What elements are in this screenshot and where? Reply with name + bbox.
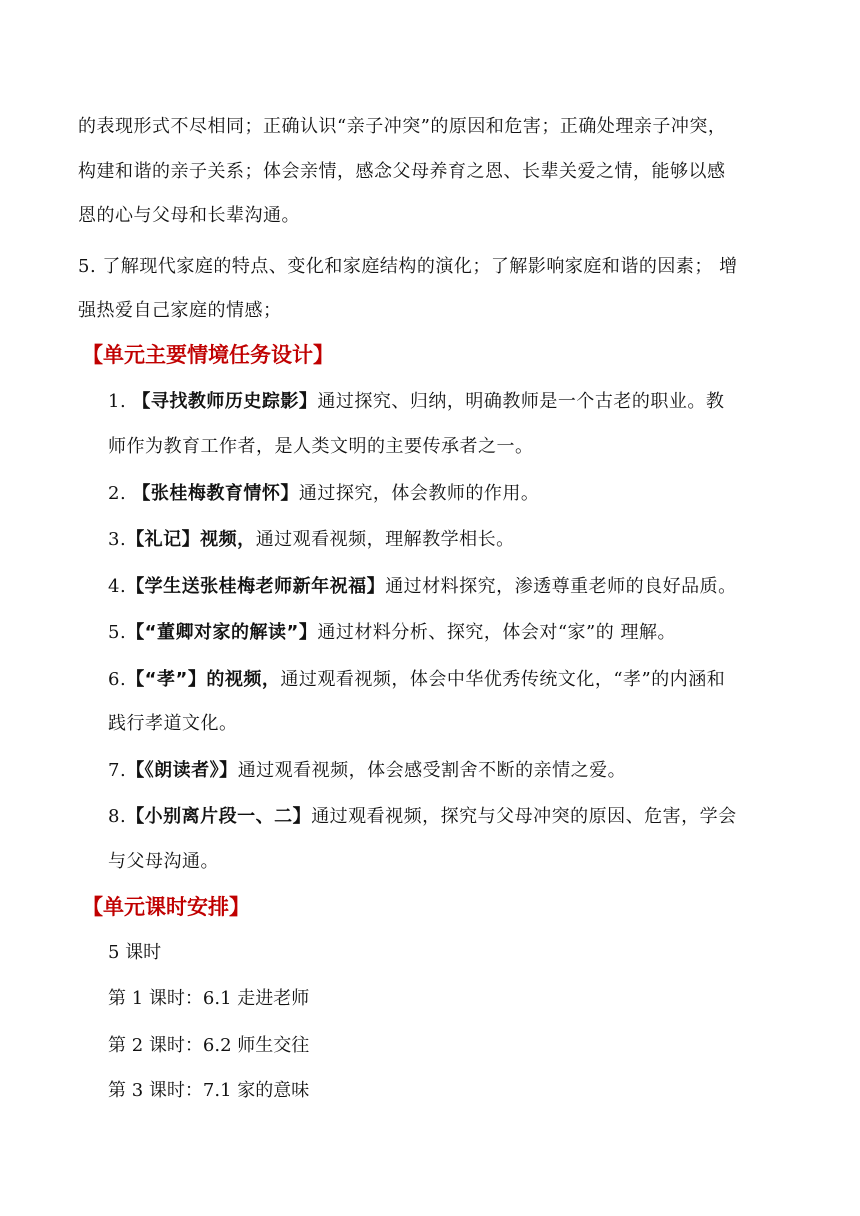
task-item-1-continued: 师作为教育工作者，是人类文明的主要传承者之一。 <box>108 436 534 457</box>
schedule-lesson: 第 3 课时：7.1 家的意味 <box>108 1080 310 1101</box>
task-item-1 <box>108 390 724 414</box>
task-number: 4. <box>108 576 127 597</box>
section-heading-tasks: 【单元主要情境任务设计】 <box>82 343 334 367</box>
task-item-8-continued: 与父母沟通。 <box>108 851 219 872</box>
task-item-3 <box>108 528 515 552</box>
task-text: 通过观看视频，探究与父母冲突的原因、危害，学会 <box>311 806 737 827</box>
task-number: 6. <box>108 669 127 690</box>
task-number: 5. <box>108 622 127 643</box>
task-number: 7. <box>108 760 127 781</box>
task-text: 通过材料探究，渗透尊重老师的良好品质。 <box>385 576 737 597</box>
task-number: 3. <box>108 529 127 550</box>
task-text: 通过探究、归纳，明确教师是一个古老的职业。教 <box>317 391 725 412</box>
task-title: 【礼记】视频， <box>126 529 256 550</box>
task-text: 通过探究，体会教师的作用。 <box>298 483 540 504</box>
task-item-6-continued: 践行孝道文化。 <box>108 713 238 734</box>
task-title: 【“孝”】的视频， <box>126 669 281 690</box>
task-text: 通过观看视频，理解教学相长。 <box>255 529 515 550</box>
intro-line-3: 恩的心与父母和长辈沟通。 <box>78 205 300 226</box>
task-text: 通过观看视频，体会感受割舍不断的亲情之爱。 <box>237 760 627 781</box>
task-item-5 <box>108 621 676 645</box>
task-text: 通过观看视频，体会中华优秀传统文化，“孝”的内涵和 <box>280 669 726 690</box>
intro-line-1: 的表现形式不尽相同；正确认识“亲子冲突”的原因和危害；正确处理亲子冲突， <box>78 116 727 137</box>
task-item-7 <box>108 759 626 783</box>
task-title: 【“董卿对家的解读”】 <box>126 622 318 643</box>
schedule-lesson: 第 2 课时：6.2 师生交往 <box>108 1035 310 1056</box>
task-title: 【张桂梅教育情怀】 <box>132 483 299 504</box>
task-title: 【小别离片段一、二】 <box>126 806 312 827</box>
intro-line-2: 构建和谐的亲子关系；体会亲情，感念父母养育之恩、长辈关爱之情，能够以感 <box>78 161 726 182</box>
task-number: 8. <box>108 806 127 827</box>
schedule-lesson: 第 1 课时：6.1 走进老师 <box>108 988 310 1009</box>
task-item-2 <box>108 482 539 506</box>
task-item-6 <box>108 668 725 692</box>
task-number: 1. <box>108 391 133 412</box>
schedule-total: 5 课时 <box>108 942 162 963</box>
task-item-8 <box>108 805 737 829</box>
goal-item-5-line-2: 强热爱自己家庭的情感； <box>78 300 282 321</box>
task-text: 通过材料分析、探究，体会对“家”的 理解。 <box>317 622 676 643</box>
task-title: 【《朗读者》】 <box>126 760 238 781</box>
task-title: 【学生送张桂梅老师新年祝福】 <box>126 576 386 597</box>
task-title: 【寻找教师历史踪影】 <box>132 391 318 412</box>
task-number: 2. <box>108 483 133 504</box>
section-heading-schedule: 【单元课时安排】 <box>82 895 250 919</box>
task-item-4 <box>108 575 737 599</box>
goal-item-5-line-1: 5. 了解现代家庭的特点、变化和家庭结构的演化；了解影响家庭和谐的因素； 增 <box>78 256 738 277</box>
